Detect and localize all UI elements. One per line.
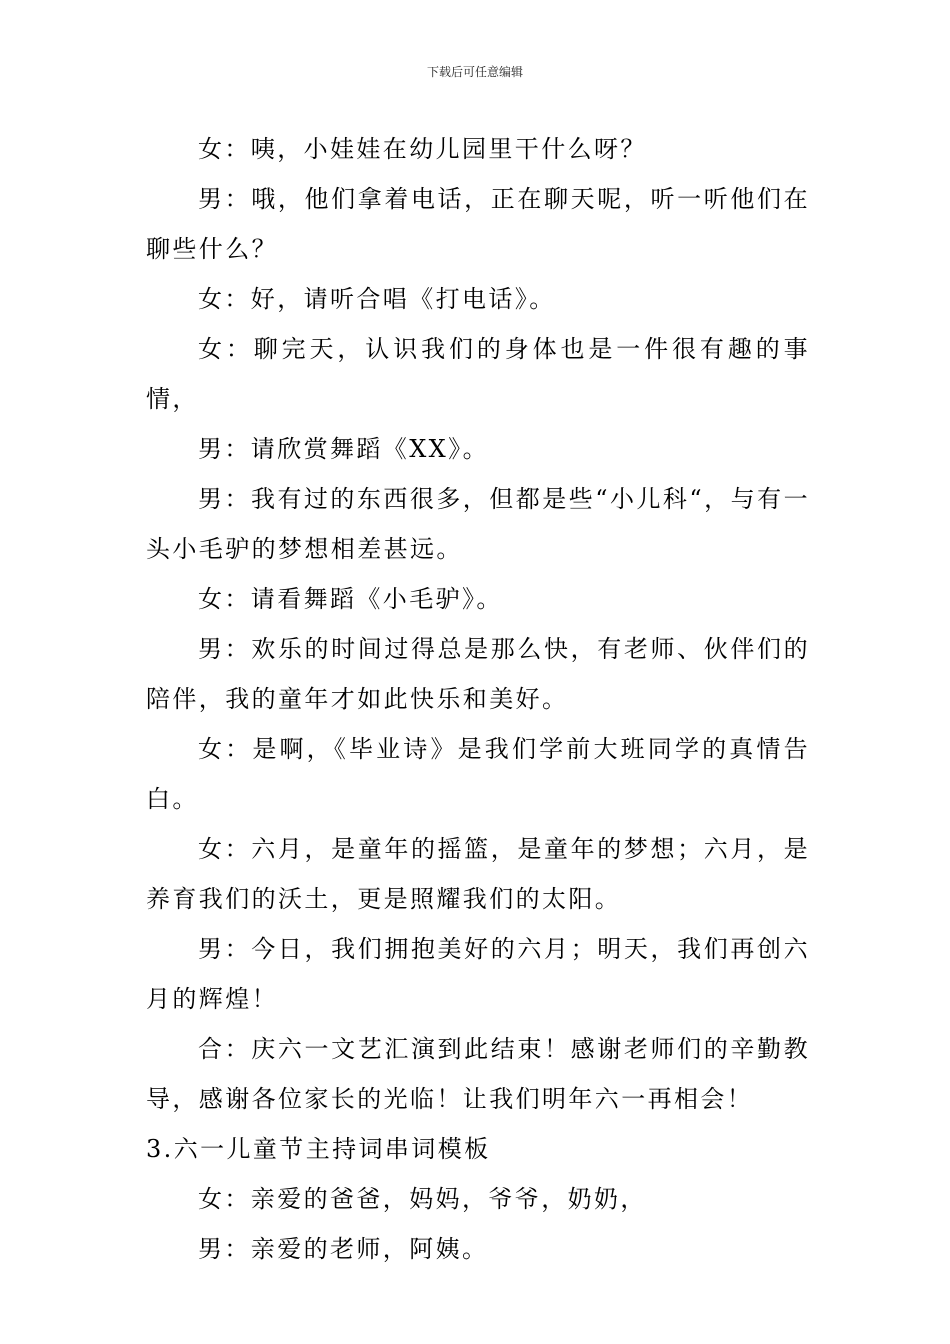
paragraph: 女：亲爱的爸爸，妈妈，爷爷，奶奶， bbox=[198, 1185, 647, 1213]
paragraph: 男：亲爱的老师，阿姨。 bbox=[198, 1235, 489, 1263]
paragraph: 男：欢乐的时间过得总是那么快，有老师、伙伴们的陪伴，我的童年才如此快乐和美好。 bbox=[146, 635, 810, 713]
paragraph: 女：聊完天，认识我们的身体也是一件很有趣的事情， bbox=[146, 335, 810, 413]
document-body bbox=[146, 124, 810, 1274]
paragraph: 男：哦，他们拿着电话，正在聊天呢，听一听他们在聊些什么？ bbox=[146, 185, 810, 263]
paragraph: 女：请看舞蹈《小毛驴》。 bbox=[198, 585, 503, 613]
paragraph: 男：请欣赏舞蹈《XX》。 bbox=[198, 435, 489, 463]
paragraph: 男：今日，我们拥抱美好的六月；明天，我们再创六月的辉煌！ bbox=[146, 935, 810, 1013]
paragraph: 女：咦，小娃娃在幼儿园里干什么呀？ bbox=[198, 135, 647, 163]
header-note: 下载后可任意编辑 bbox=[426, 65, 523, 79]
paragraph: 女：是啊，《毕业诗》是我们学前大班同学的真情告白。 bbox=[146, 735, 810, 813]
section-heading: 3.六一儿童节主持词串词模板 bbox=[146, 1135, 491, 1163]
paragraph: 女：六月，是童年的摇篮，是童年的梦想；六月，是养育我们的沃土，更是照耀我们的太阳。 bbox=[146, 835, 810, 913]
paragraph: 合：庆六一文艺汇演到此结束！感谢老师们的辛勤教导，感谢各位家长的光临！让我们明年六一再相会！ bbox=[146, 1035, 810, 1113]
paragraph: 男：我有过的东西很多，但都是些“小儿科“，与有一头小毛驴的梦想相差甚远。 bbox=[146, 485, 810, 563]
paragraph: 女：好，请听合唱《打电话》。 bbox=[198, 285, 556, 313]
